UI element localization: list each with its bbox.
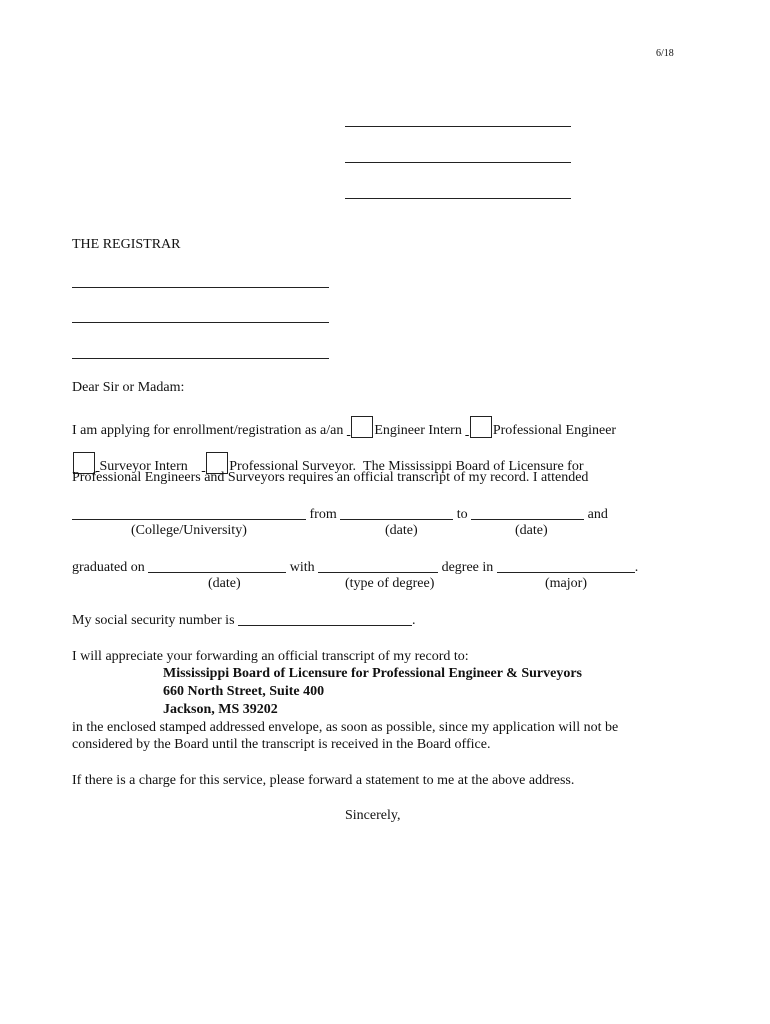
board-address-line-2: 660 North Street, Suite 400	[163, 684, 325, 699]
major-field[interactable]	[497, 559, 635, 573]
engineer-intern-checkbox[interactable]	[351, 416, 373, 438]
registrar-address-line-1[interactable]	[72, 287, 329, 288]
college-field[interactable]	[72, 506, 306, 520]
registrar-title: THE REGISTRAR	[72, 237, 181, 252]
forwarding-body-1: in the enclosed stamped addressed envelope, as soon as possible, since my application will not be	[72, 720, 619, 735]
from-text: from	[309, 507, 337, 522]
page-code: 6/18	[656, 48, 674, 59]
college-caption: (College/University)	[131, 523, 247, 538]
graduation-date-caption: (date)	[208, 576, 241, 591]
graduation-line	[72, 559, 638, 576]
with-text: with	[289, 560, 315, 575]
degree-type-field[interactable]	[318, 559, 438, 573]
closing: Sincerely,	[345, 808, 401, 823]
professional-engineer-label: Professional Engineer	[492, 423, 617, 438]
graduated-on-text: graduated on	[72, 560, 145, 575]
degree-in-text: degree in	[441, 560, 494, 575]
forwarding-body-2: considered by the Board until the transcript is received in the Board office.	[72, 737, 491, 752]
enrollment-line-1	[72, 416, 616, 439]
major-caption: (major)	[545, 576, 587, 591]
salutation: Dear Sir or Madam:	[72, 380, 185, 395]
and-text: and	[587, 507, 608, 522]
sender-address-line-3[interactable]	[345, 198, 571, 199]
board-sentence-2: Professional Engineers and Surveyors requires an official transcript of my record. I attended	[72, 470, 589, 485]
professional-surveyor-label: Professional Surveyor.	[229, 459, 357, 474]
to-date-field[interactable]	[471, 506, 584, 520]
forwarding-intro: I will appreciate your forwarding an official transcript of my record to:	[72, 649, 469, 664]
degree-type-caption: (type of degree)	[345, 576, 435, 591]
sender-address-line-2[interactable]	[345, 162, 571, 163]
sender-address-line-1[interactable]	[345, 126, 571, 127]
attendance-line	[72, 506, 608, 523]
board-sentence-1: The Mississippi Board of Licensure for	[363, 459, 584, 474]
ssn-suffix: .	[412, 613, 416, 628]
graduation-period: .	[634, 560, 639, 575]
to-date-caption: (date)	[515, 523, 548, 538]
enrollment-intro: I am applying for enrollment/registration as a/an	[72, 423, 344, 438]
from-date-caption: (date)	[385, 523, 418, 538]
from-date-field[interactable]	[340, 506, 453, 520]
engineer-intern-label: Engineer Intern	[374, 423, 462, 438]
board-address-line-3: Jackson, MS 39202	[163, 702, 278, 717]
board-address-line-1: Mississippi Board of Licensure for Professional Engineer & Surveyors	[163, 666, 582, 681]
ssn-prefix: My social security number is	[72, 613, 235, 628]
registrar-address-line-2[interactable]	[72, 322, 329, 323]
to-text: to	[456, 507, 468, 522]
charge-note: If there is a charge for this service, please forward a statement to me at the above address.	[72, 773, 575, 788]
surveyor-intern-label: Surveyor Intern	[99, 459, 188, 474]
professional-engineer-checkbox[interactable]	[470, 416, 492, 438]
ssn-field[interactable]	[238, 612, 412, 626]
registrar-address-line-3[interactable]	[72, 358, 329, 359]
ssn-line	[72, 612, 416, 629]
graduation-date-field[interactable]	[148, 559, 286, 573]
